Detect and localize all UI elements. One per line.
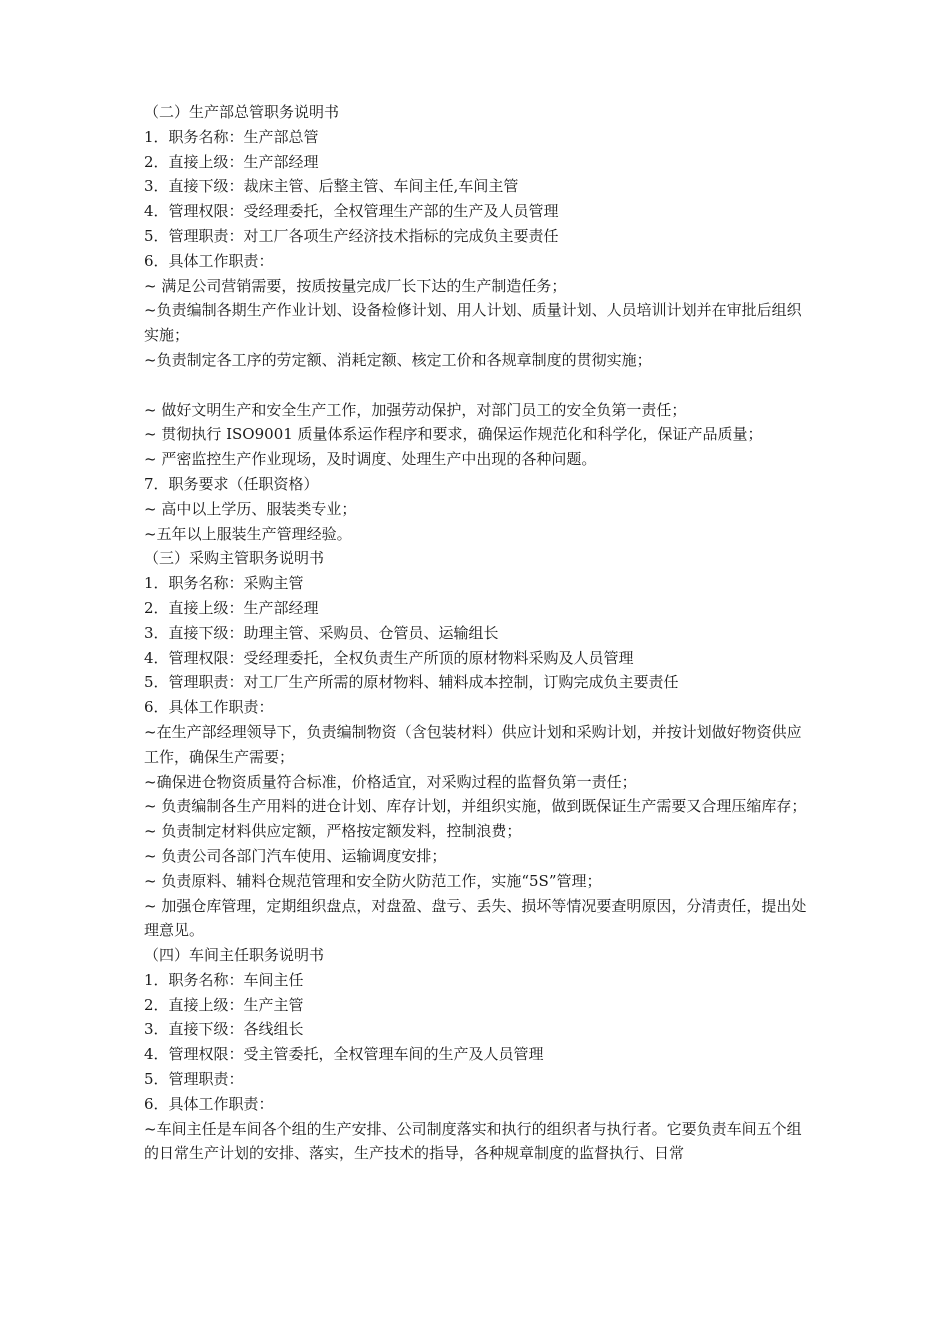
requirements-heading: 7．职务要求（任职资格） bbox=[144, 474, 319, 493]
responsibility-line: 5．管理职责： bbox=[144, 1070, 244, 1089]
job-title-line: 1．职务名称：生产部总管 bbox=[144, 127, 319, 146]
requirement-item: ~ 高中以上学历、服装类专业； bbox=[144, 499, 357, 518]
job-title-line: 1．职务名称：采购主管 bbox=[144, 574, 304, 593]
job-title-line: 1．职务名称：车间主任 bbox=[144, 970, 304, 989]
duty-item: ~确保进仓物资质量符合标准，价格适宜，对采购过程的监督负第一责任； bbox=[144, 772, 637, 791]
duty-item: ~ 严密监控生产作业现场，及时调度、处理生产中出现的各种问题。 bbox=[144, 450, 597, 469]
section-heading-purchasing-manager: （三）采购主管职务说明书 bbox=[144, 549, 325, 568]
blank-line bbox=[144, 373, 812, 398]
duty-item: ~在生产部经理领导下，负责编制物资（含包装材料）供应计划和采购计划，并按计划做好物资供应工作，确保生产需要； bbox=[144, 722, 802, 766]
duty-item: ~车间主任是车间各个组的生产安排、公司制度落实和执行的组织者与执行者。它要负责车间五个组的日常生产计划的安排、落实，生产技术的指导，各种规章制度的监督执行、日常 bbox=[144, 1119, 802, 1163]
duty-item: ~ 做好文明生产和安全生产工作，加强劳动保护，对部门员工的安全负第一责任； bbox=[144, 400, 687, 419]
authority-line: 4．管理权限：受经理委托，全权管理生产部的生产及人员管理 bbox=[144, 202, 559, 221]
direct-superior-line: 2．直接上级：生产主管 bbox=[144, 995, 304, 1014]
duty-item: ~负责编制各期生产作业计划、设备检修计划、用人计划、质量计划、人员培训计划并在审批后组织实施； bbox=[144, 301, 802, 345]
direct-subordinate-line: 3．直接下级：各线组长 bbox=[144, 1020, 304, 1039]
duty-item: ~ 负责公司各部门汽车使用、运输调度安排； bbox=[144, 846, 447, 865]
duty-item: ~ 负责制定材料供应定额，严格按定额发料，控制浪费； bbox=[144, 822, 522, 841]
responsibility-line: 5．管理职责：对工厂生产所需的原材物料、辅料成本控制，订购完成负主要责任 bbox=[144, 673, 679, 692]
authority-line: 4．管理权限：受经理委托，全权负责生产所顶的原材物料采购及人员管理 bbox=[144, 648, 634, 667]
duty-item: ~ 加强仓库管理，定期组织盘点，对盘盈、盘亏、丢失、损坏等情况要查明原因，分清责任，提出处理意见。 bbox=[144, 896, 807, 940]
duties-heading: 6．具体工作职责： bbox=[144, 251, 274, 270]
direct-subordinate-line: 3．直接下级：裁床主管、后整主管、车间主任,车间主管 bbox=[144, 177, 519, 196]
direct-subordinate-line: 3．直接下级：助理主管、采购员、仓管员、运输组长 bbox=[144, 623, 499, 642]
duty-item: ~ 满足公司营销需要，按质按量完成厂长下达的生产制造任务； bbox=[144, 276, 567, 295]
document-page bbox=[144, 100, 812, 1166]
duty-item: ~ 负责原料、辅料仓规范管理和安全防火防范工作，实施“5S”管理； bbox=[144, 871, 602, 890]
duty-item: ~ 贯彻执行 ISO9001 质量体系运作程序和要求，确保运作规范化和科学化，保证产品质量； bbox=[144, 425, 763, 444]
direct-superior-line: 2．直接上级：生产部经理 bbox=[144, 598, 319, 617]
responsibility-line: 5．管理职责：对工厂各项生产经济技术指标的完成负主要责任 bbox=[144, 226, 559, 245]
requirement-item: ~五年以上服装生产管理经验。 bbox=[144, 524, 352, 543]
duties-heading: 6．具体工作职责： bbox=[144, 698, 274, 717]
direct-superior-line: 2．直接上级：生产部经理 bbox=[144, 152, 319, 171]
section-heading-production-manager: （二）生产部总管职务说明书 bbox=[144, 103, 340, 121]
duties-heading: 6．具体工作职责： bbox=[144, 1094, 274, 1113]
duty-item: ~ 负责编制各生产用料的进仓计划、库存计划，并组织实施，做到既保证生产需要又合理压缩库存； bbox=[144, 797, 807, 816]
duty-item: ~负责制定各工序的劳定额、消耗定额、核定工价和各规章制度的贯彻实施； bbox=[144, 350, 652, 369]
section-heading-workshop-director: （四）车间主任职务说明书 bbox=[144, 946, 325, 965]
authority-line: 4．管理权限：受主管委托，全权管理车间的生产及人员管理 bbox=[144, 1045, 544, 1064]
